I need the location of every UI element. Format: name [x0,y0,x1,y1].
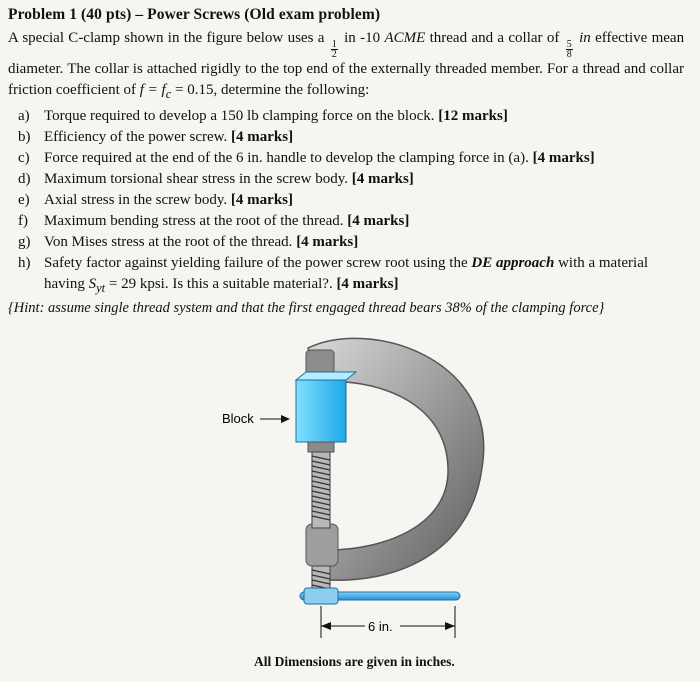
question-marks: [4 marks] [336,276,399,292]
syt-sub: yt [96,281,106,295]
question-body: Efficiency of the power screw. [44,129,228,145]
friction-sub: c [165,87,172,101]
dim-arrow-right-icon [445,622,455,630]
question-item-h [18,253,668,299]
intro-unit-in: in [579,30,591,46]
question-body: Axial stress in the screw body. [44,192,228,208]
thread-type: ACME [384,30,426,46]
syt-main: S [88,276,97,292]
question-body: Maximum torsional shear stress in the screw body. [44,171,348,187]
question-marks: [4 marks] [230,192,293,208]
c-clamp-drawing [200,328,500,648]
friction-value: = 0.15, determine the following: [175,82,370,98]
thread-size-fraction [331,40,338,59]
question-h-text-2: with a material having [44,255,649,292]
syt-symbol [88,276,106,295]
question-label: c) [18,150,30,166]
question-label: g) [18,234,31,250]
c-clamp-figure [200,328,500,653]
question-label: d) [18,171,31,187]
question-label: f) [18,213,28,229]
question-label: e) [18,192,30,208]
intro-text-1: A special C-clamp shown in the figure below uses a [8,30,325,46]
intro-text-2: in -10 [344,30,381,46]
collar-size-fraction [566,40,573,59]
question-label: h) [18,255,31,271]
question-text [44,232,668,253]
power-screw-threads [312,452,330,600]
handle-length-label: 6 in. [368,619,393,634]
block-label: Block [222,411,254,426]
intro-text-3: thread and a collar of [429,30,560,46]
de-approach: DE approach [471,255,555,271]
question-item [18,148,668,169]
question-text [44,127,668,148]
intro-text-5: effective mean diameter. The collar is attached rigidly to the top end of the externally threaded member. For a thread and collar friction coefficient of [8,30,685,98]
hint-text: {Hint: assume single thread system and that the first engaged thread bears 38% of the clamping force} [8,300,605,316]
question-item [18,127,668,148]
question-marks: [4 marks] [231,129,294,145]
thread-frac-den: 2 [331,49,337,60]
block-arrow-icon [281,415,290,423]
handle-hub [304,588,338,604]
collar-frac-den: 8 [566,49,572,60]
question-marks: [4 marks] [532,150,595,166]
question-text [44,253,668,299]
question-body: Von Mises stress at the root of the thread. [44,234,293,250]
question-item [18,211,668,232]
question-item [18,190,668,211]
clamped-block [296,380,346,442]
dimensions-note: All Dimensions are given in inches. [254,654,455,669]
question-marks: [4 marks] [351,171,414,187]
collar-frac-num: 5 [566,39,572,50]
problem-title: Problem 1 (40 pts) – Power Screws (Old exam problem) [8,6,381,23]
question-text [44,211,668,232]
question-item [18,169,668,190]
question-body: Torque required to develop a 150 lb clamping force on the block. [44,108,435,124]
dim-arrow-left-icon [321,622,331,630]
frame-nut-body [306,524,338,566]
friction-expr [139,82,172,101]
friction-expr-main: f = f [139,82,166,98]
question-body: Maximum bending stress at the root of the thread. [44,213,344,229]
question-h-text-1: Safety factor against yielding failure of the power screw root using the [44,255,468,271]
question-marks: [4 marks] [347,213,410,229]
question-body: Force required at the end of the 6 in. handle to develop the clamping force in (a). [44,150,529,166]
question-marks: [12 marks] [438,108,508,124]
question-h-text-3: = 29 kpsi. Is this a suitable material?. [108,276,333,292]
question-text [44,106,668,127]
question-marks: [4 marks] [296,234,359,250]
question-text [44,169,668,190]
question-label: b) [18,129,31,145]
swivel-pad [308,442,334,452]
problem-intro [8,28,684,105]
question-text [44,190,668,211]
question-item [18,106,668,127]
question-item [18,232,668,253]
thread-frac-num: 1 [331,39,337,50]
question-label: a) [18,108,30,124]
clamped-block-top [296,372,356,380]
question-list [18,106,668,299]
question-text [44,148,668,169]
